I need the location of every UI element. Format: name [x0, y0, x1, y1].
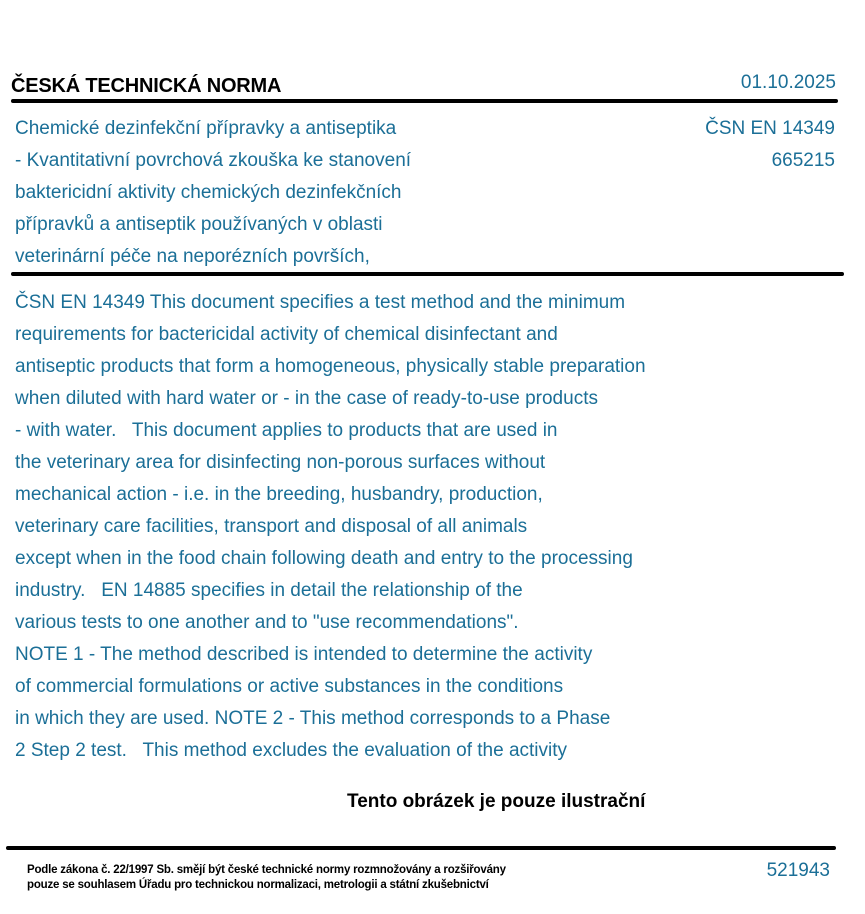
abstract-line: ČSN EN 14349 This document specifies a test method and the minimum	[15, 292, 626, 313]
abstract-line: 2 Step 2 test. This method excludes the evaluation of the activity	[15, 740, 568, 761]
standard-title-line: - Kvantitativní povrchová zkouška ke stanovení	[15, 150, 412, 171]
document-date: 01.10.2025	[740, 72, 836, 93]
legal-notice-line: Podle zákona č. 22/1997 Sb. smějí být české technické normy rozmnožovány a rozšiřovány	[27, 864, 506, 876]
legal-notice	[27, 863, 506, 893]
standard-title-line: přípravků a antiseptik používaných v oblasti	[15, 214, 383, 235]
footer-code: 521943	[766, 860, 830, 881]
document-header-title: ČESKÁ TECHNICKÁ NORMA	[11, 75, 282, 97]
standard-code: ČSN EN 14349	[705, 118, 835, 139]
legal-notice-line: pouze se souhlasem Úřadu pro technickou normalizaci, metrologii a státní zkušebnictví	[27, 879, 489, 891]
abstract-line: mechanical action - i.e. in the breeding, husbandry, production,	[15, 484, 543, 505]
abstract-line: - with water. This document applies to products that are used in	[15, 420, 558, 441]
title-divider	[11, 272, 844, 276]
abstract-line: of commercial formulations or active substances in the conditions	[15, 676, 564, 697]
abstract-text	[15, 287, 815, 767]
illustration-note: Tento obrázek je pouze ilustrační	[347, 791, 646, 812]
standard-title-line: veterinární péče na neporézních površích,	[15, 246, 370, 267]
abstract-line: NOTE 1 - The method described is intended to determine the activity	[15, 644, 593, 665]
abstract-line: in which they are used. NOTE 2 - This method corresponds to a Phase	[15, 708, 611, 729]
standard-title-line: baktericidní aktivity chemických dezinfekčních	[15, 182, 402, 203]
abstract-line: when diluted with hard water or - in the case of ready-to-use products	[15, 388, 598, 409]
standard-codes	[705, 113, 835, 177]
standard-title	[15, 113, 495, 273]
footer-divider	[6, 846, 836, 850]
abstract-line: various tests to one another and to "use recommendations".	[15, 612, 519, 633]
class-number: 665215	[771, 150, 835, 171]
abstract-line: antiseptic products that form a homogeneous, physically stable preparation	[15, 356, 646, 377]
header-divider	[11, 99, 838, 103]
abstract-line: requirements for bactericidal activity of chemical disinfectant and	[15, 324, 558, 345]
abstract-line: veterinary care facilities, transport and disposal of all animals	[15, 516, 528, 537]
abstract-line: the veterinary area for disinfecting non-porous surfaces without	[15, 452, 546, 473]
standard-title-line: Chemické dezinfekční přípravky a antiseptika	[15, 118, 397, 139]
abstract-line: except when in the food chain following death and entry to the processing	[15, 548, 633, 569]
abstract-line: industry. EN 14885 specifies in detail the relationship of the	[15, 580, 523, 601]
